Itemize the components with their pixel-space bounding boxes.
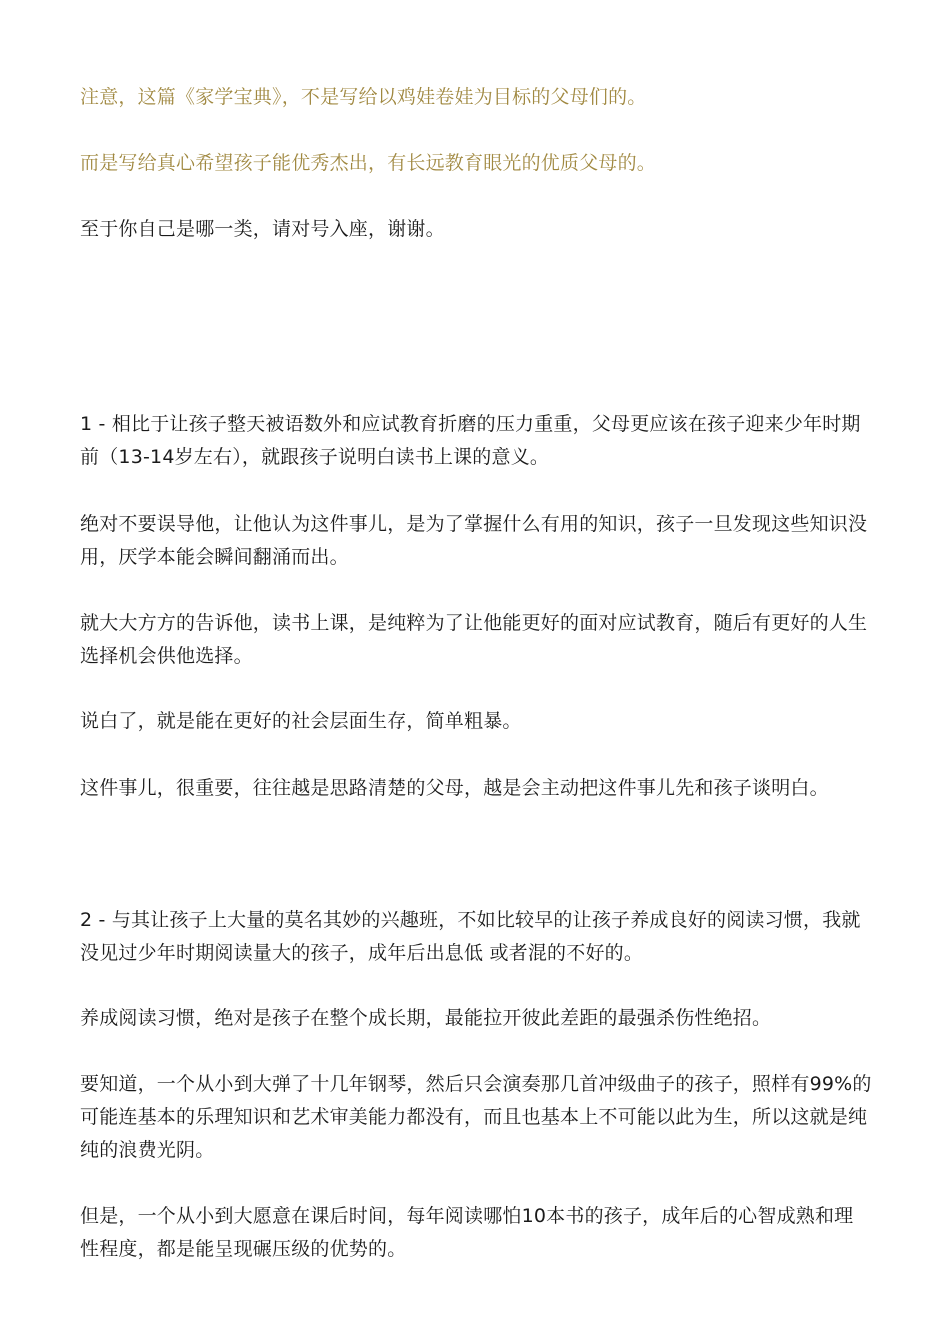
section1-paragraph-2: 绝对不要误导他，让他认为这件事儿，是为了掌握什么有用的知识，孩子一旦发现这些知识没用，厌学本能会瞬间翻涌而出。 xyxy=(80,513,868,568)
section1-paragraph-1: 1 - 相比于让孩子整天被语数外和应试教育折磨的压力重重，父母更应该在孩子迎来少年时期前（13-14岁左右），就跟孩子说明白读书上课的意义。 xyxy=(80,413,861,468)
section2-paragraph-4: 但是，一个从小到大愿意在课后时间，每年阅读哪怕10本书的孩子，成年后的心智成熟和理性程度，都是能呈现碾压级的优势的。 xyxy=(80,1205,854,1260)
section2-paragraph-1: 2 - 与其让孩子上大量的莫名其妙的兴趣班，不如比较早的让孩子养成良好的阅读习惯，我就没见过少年时期阅读量大的孩子，成年后出息低 或者混的不好的。 xyxy=(80,909,861,964)
section1-paragraph-3: 就大大方方的告诉他，读书上课，是纯粹为了让他能更好的面对应试教育，随后有更好的人生选择机会供他选择。 xyxy=(80,612,868,667)
section1-paragraph-4: 说白了，就是能在更好的社会层面生存，简单粗暴。 xyxy=(80,710,522,732)
section2-paragraph-3: 要知道，一个从小到大弹了十几年钢琴，然后只会演奏那几首冲级曲子的孩子，照样有99%的可能连基本的乐理知识和艺术审美能力都没有，而且也基本上不可能以此为生，所以这就是纯纯的浪费光阴。 xyxy=(80,1073,872,1161)
intro-note: 注意，这篇《家学宝典》，不是写给以鸡娃卷娃为目标的父母们的。 xyxy=(80,86,647,108)
section2-paragraph-2: 养成阅读习惯，绝对是孩子在整个成长期，最能拉开彼此差距的最强杀伤性绝招。 xyxy=(80,1007,772,1029)
intro-audience: 而是写给真心希望孩子能优秀杰出，有长远教育眼光的优质父母的。 xyxy=(80,152,657,174)
intro-closing: 至于你自己是哪一类，请对号入座，谢谢。 xyxy=(80,218,445,240)
section1-paragraph-5: 这件事儿，很重要，往往越是思路清楚的父母，越是会主动把这件事儿先和孩子谈明白。 xyxy=(80,777,829,799)
